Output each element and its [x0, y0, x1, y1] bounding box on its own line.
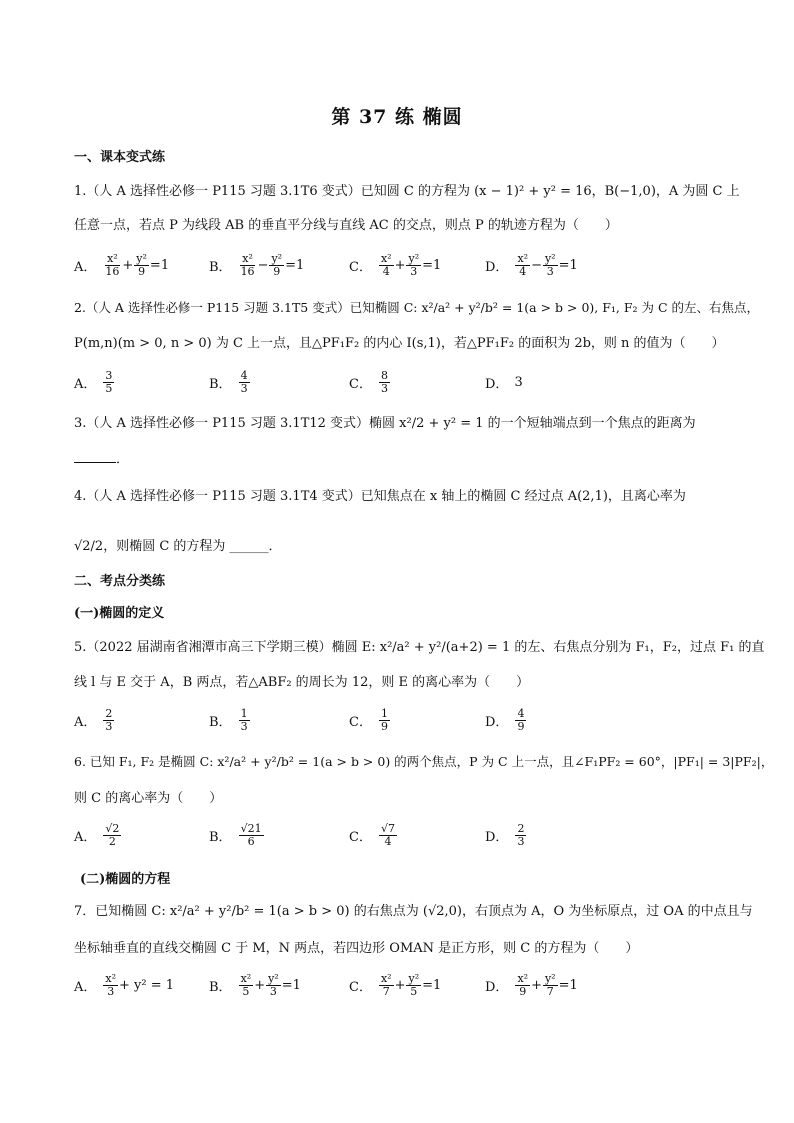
q3-line1: 3.（人 A 选择性必修一 P115 习题 3.1T12 变式）椭圆 x²/2 + y² = 1 的一个短轴端点到一个焦点的距离为 [74, 416, 696, 431]
subsection-definition: (一)椭圆的定义 [74, 606, 165, 621]
q1-option-a[interactable]: A． $\frac{\text{x²}}{16}$ + $\frac{\text{y²}}{9}$ =1 [74, 251, 170, 278]
q1-line2: 任意一点，若点 P 为线段 AB 的垂直平分线与直线 AC 的交点，则点 P 的轨迹方程为（ ） [74, 218, 618, 233]
section-heading-categories: 二、考点分类练 [74, 574, 166, 589]
q7-line1: 7．已知椭圆 C: x²/a² + y²/b² = 1(a > b > 0) 的右焦点为 (√2,0)，右顶点为 A，O 为坐标原点，过 OA 的中点且与 [74, 904, 753, 919]
subsection-equation: (二)椭圆的方程 [80, 872, 171, 887]
section-heading-textbook: 一、课本变式练 [74, 150, 166, 165]
q2-options [74, 365, 734, 399]
q1-option-c[interactable]: C． $\frac{\text{x²}}{4}$ + $\frac{\text{y²}}{3}$ =1 [349, 251, 442, 278]
q1-option-b[interactable]: B． $\frac{\text{x²}}{16}$ − $\frac{\text{y²}}{9}$ =1 [209, 251, 305, 278]
q6-option-d[interactable]: D． $\frac{2}{3}$ [485, 821, 525, 848]
q4-line1: 4.（人 A 选择性必修一 P115 习题 3.1T4 变式）已知焦点在 x 轴上的椭圆 C 经过点 A(2,1)，且离心率为 [74, 489, 686, 504]
q1-options [74, 248, 734, 282]
q5-option-a[interactable]: A． $\frac{2}{3}$ [74, 706, 113, 733]
q6-option-a[interactable]: A． $\frac{√2}{2}$ [74, 821, 120, 848]
q3-answer-blank[interactable] [74, 450, 116, 463]
q2-option-c[interactable]: C． $\frac{8}{3}$ [349, 368, 388, 395]
q5-option-c[interactable]: C． $\frac{1}{9}$ [349, 706, 388, 733]
q5-option-b[interactable]: B． $\frac{1}{3}$ [209, 706, 248, 733]
q6-options [74, 818, 734, 852]
q3-line2: ． [74, 450, 724, 470]
q1-line1 [74, 182, 740, 202]
q4-line2: √2/2，则椭圆 C 的方程为 ______． [74, 539, 282, 554]
q2-option-b[interactable]: B． $\frac{4}{3}$ [209, 368, 248, 395]
q7-line2: 坐标轴垂直的直线交椭圆 C 于 M，N 两点，若四边形 OMAN 是正方形，则 C 的方程为（ ） [74, 941, 639, 956]
q5-options [74, 703, 734, 737]
q2-line1: 2.（人 A 选择性必修一 P115 习题 3.1T5 变式）已知椭圆 C: x²/a² + y²/b² = 1(a > b > 0), F₁, F₂ 为 C 的左、右焦点， [74, 300, 760, 315]
q2-line2: P(m,n)(m > 0, n > 0) 为 C 上一点，且△PF₁F₂ 的内心 I(s,1)，若△PF₁F₂ 的面积为 2b，则 n 的值为（ ） [74, 336, 725, 351]
q6-option-c[interactable]: C． $\frac{√7}{4}$ [349, 821, 395, 848]
q5-line2: 线 l 与 E 交于 A，B 两点，若△ABF₂ 的周长为 12，则 E 的离心率为（ ） [74, 675, 530, 690]
q1-text: 1.（人 A 选择性必修一 P115 习题 3.1T6 变式）已知圆 C 的方程为 (x − 1)² + y² = 16，B(−1,0)，A 为圆 C 上 [74, 184, 740, 199]
q7-option-a[interactable]: A． $\frac{\text{x²}}{3}$ + y² = 1 [74, 971, 175, 998]
q2-option-d[interactable]: D． 3 [485, 374, 523, 392]
q2-option-a[interactable]: A． $\frac{3}{5}$ [74, 368, 113, 395]
q5-line1: 5.（2022 届湖南省湘潭市高三下学期三模）椭圆 E: x²/a² + y²/(a+2) = 1 的左、右焦点分别为 F₁，F₂，过点 F₁ 的直 [74, 640, 765, 655]
q6-option-b[interactable]: B． $\frac{√21}{6}$ [209, 821, 262, 848]
q7-option-c[interactable]: C． $\frac{\text{x²}}{7}$ + $\frac{\text{y²}}{5}$ =1 [349, 971, 442, 998]
q6-line2: 则 C 的离心率为（ ） [74, 791, 223, 806]
q1-option-d[interactable]: D． $\frac{\text{x²}}{4}$ − $\frac{\text{y²}}{3}$ =1 [485, 251, 578, 278]
page-title: 第 37 练 椭圆 [331, 106, 463, 128]
q6-line1: 6. 已知 F₁, F₂ 是椭圆 C: x²/a² + y²/b² = 1(a > b > 0) 的两个焦点，P 为 C 上一点，且∠F₁PF₂ = 60°，|PF₁| = 3|PF₂|， [74, 754, 774, 769]
q7-options [74, 968, 734, 1002]
q7-option-d[interactable]: D． $\frac{\text{x²}}{9}$ + $\frac{\text{y²}}{7}$ =1 [485, 971, 578, 998]
q5-option-d[interactable]: D． $\frac{4}{9}$ [485, 706, 525, 733]
q7-option-b[interactable]: B． $\frac{\text{x²}}{5}$ + $\frac{\text{y²}}{3}$ =1 [209, 971, 301, 998]
